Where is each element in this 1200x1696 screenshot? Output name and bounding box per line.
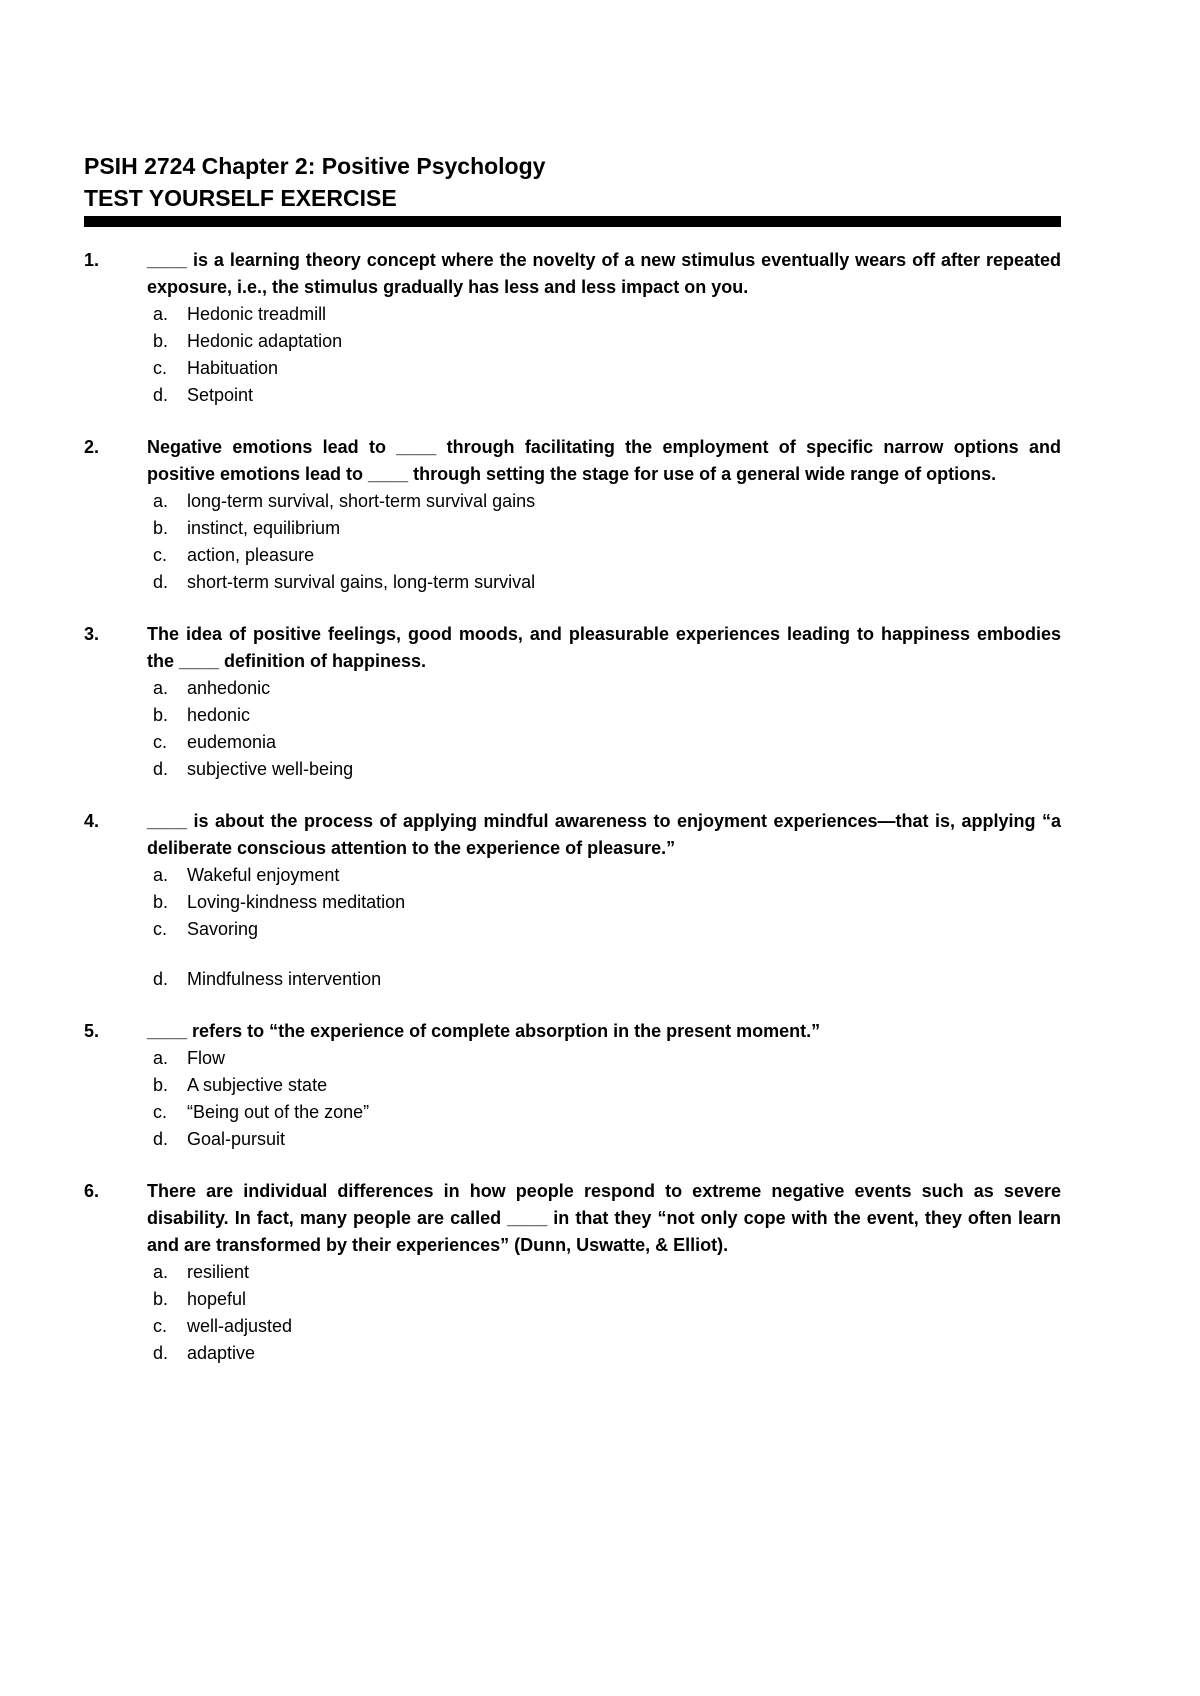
option-text: adaptive — [187, 1343, 256, 1363]
option-letter: d. — [153, 1343, 169, 1363]
option-letter: c. — [153, 1102, 168, 1122]
option-letter: a. — [153, 304, 169, 324]
answer-option — [84, 515, 1061, 542]
question-text: ____ is about the process of applying mindful awareness to enjoyment experiences—that is, applying “a deliberate conscious attention to the experience of pleasure.” — [147, 811, 1061, 858]
answer-option — [84, 702, 1061, 729]
option-letter: b. — [153, 705, 169, 725]
answer-option — [84, 966, 1061, 993]
question-text: There are individual differences in how people respond to extreme negative events such as severe disability. In fact, many people are called ____ in that they “not only cope with the event, they often learn and are transformed by their experiences” (Dunn, Uswatte, & Elliot). — [147, 1181, 1061, 1255]
question-1 — [84, 247, 1061, 409]
option-text: well-adjusted — [187, 1316, 293, 1336]
answer-options — [84, 301, 1061, 409]
answer-option — [84, 1259, 1061, 1286]
option-letter: d. — [153, 759, 169, 779]
option-letter: a. — [153, 678, 169, 698]
option-text: hopeful — [187, 1289, 247, 1309]
option-letter: b. — [153, 1289, 169, 1309]
answer-option — [84, 889, 1061, 916]
answer-option — [84, 1072, 1061, 1099]
answer-option — [84, 382, 1061, 409]
question-number: 2. — [84, 437, 100, 457]
option-letter: d. — [153, 969, 169, 989]
answer-option — [84, 1286, 1061, 1313]
question-4 — [84, 808, 1061, 993]
option-text: Mindfulness intervention — [187, 969, 382, 989]
question-5 — [84, 1018, 1061, 1153]
answer-option — [84, 328, 1061, 355]
question-number: 4. — [84, 811, 100, 831]
answer-options — [84, 1045, 1061, 1153]
question-number: 5. — [84, 1021, 100, 1041]
option-text: anhedonic — [187, 678, 271, 698]
answer-option — [84, 301, 1061, 328]
option-letter: b. — [153, 331, 169, 351]
question-text: ____ refers to “the experience of complete absorption in the present moment.” — [147, 1021, 821, 1041]
option-text: long-term survival, short-term survival gains — [187, 491, 536, 511]
option-text: Flow — [187, 1048, 226, 1068]
question-text: The idea of positive feelings, good moods, and pleasurable experiences leading to happiness embodies the ____ definition of happiness. — [147, 624, 1061, 671]
answer-option — [84, 542, 1061, 569]
document-title: PSIH 2724 Chapter 2: Positive Psychology — [84, 153, 546, 179]
option-text: Habituation — [187, 358, 279, 378]
answer-option — [84, 488, 1061, 515]
question-text: ____ is a learning theory concept where the novelty of a new stimulus eventually wears off after repeated exposure, i.e., the stimulus gradually has less and less impact on you. — [147, 250, 1061, 297]
option-letter: d. — [153, 1129, 169, 1149]
answer-option — [84, 355, 1061, 382]
document-header — [84, 150, 1064, 214]
answer-option — [84, 1313, 1061, 1340]
option-text: resilient — [187, 1262, 250, 1282]
question-3 — [84, 621, 1061, 783]
question-number: 6. — [84, 1181, 100, 1201]
option-text: Wakeful enjoyment — [187, 865, 340, 885]
answer-option — [84, 569, 1061, 596]
option-text: eudemonia — [187, 732, 277, 752]
option-letter: d. — [153, 572, 169, 592]
option-letter: a. — [153, 491, 169, 511]
answer-option — [84, 1045, 1061, 1072]
answer-option — [84, 1340, 1061, 1367]
answer-option — [84, 675, 1061, 702]
option-letter: c. — [153, 1316, 168, 1336]
option-text: Hedonic treadmill — [187, 304, 327, 324]
answer-option — [84, 729, 1061, 756]
option-letter: b. — [153, 1075, 169, 1095]
question-number: 1. — [84, 250, 100, 270]
option-text: hedonic — [187, 705, 251, 725]
question-6 — [84, 1178, 1061, 1367]
question-2 — [84, 434, 1061, 596]
option-text: subjective well-being — [187, 759, 354, 779]
option-letter: a. — [153, 1262, 169, 1282]
document-subtitle: TEST YOURSELF EXERCISE — [84, 185, 397, 211]
option-text: Savoring — [187, 919, 259, 939]
answer-option — [84, 916, 1061, 943]
answer-options — [84, 488, 1061, 596]
option-text: A subjective state — [187, 1075, 328, 1095]
question-list — [84, 247, 1061, 1392]
option-text: action, pleasure — [187, 545, 315, 565]
option-text: “Being out of the zone” — [187, 1102, 370, 1122]
option-letter: a. — [153, 865, 169, 885]
header-divider — [84, 216, 1061, 227]
option-text: instinct, equilibrium — [187, 518, 341, 538]
option-letter: b. — [153, 892, 169, 912]
answer-options — [84, 675, 1061, 783]
option-letter: b. — [153, 518, 169, 538]
option-text: short-term survival gains, long-term survival — [187, 572, 536, 592]
option-letter: a. — [153, 1048, 169, 1068]
option-text: Goal-pursuit — [187, 1129, 286, 1149]
answer-options — [84, 862, 1061, 993]
answer-option — [84, 862, 1061, 889]
answer-option — [84, 756, 1061, 783]
option-letter: c. — [153, 545, 168, 565]
option-letter: c. — [153, 358, 168, 378]
option-letter: c. — [153, 732, 168, 752]
answer-options — [84, 1259, 1061, 1367]
answer-option — [84, 1126, 1061, 1153]
option-text: Setpoint — [187, 385, 254, 405]
option-letter: d. — [153, 385, 169, 405]
option-text: Loving-kindness meditation — [187, 892, 406, 912]
option-text: Hedonic adaptation — [187, 331, 343, 351]
question-number: 3. — [84, 624, 100, 644]
option-letter: c. — [153, 919, 168, 939]
question-text: Negative emotions lead to ____ through facilitating the employment of specific narrow options and positive emotions lead to ____ through setting the stage for use of a general wide range of options. — [147, 437, 1061, 484]
answer-option — [84, 1099, 1061, 1126]
